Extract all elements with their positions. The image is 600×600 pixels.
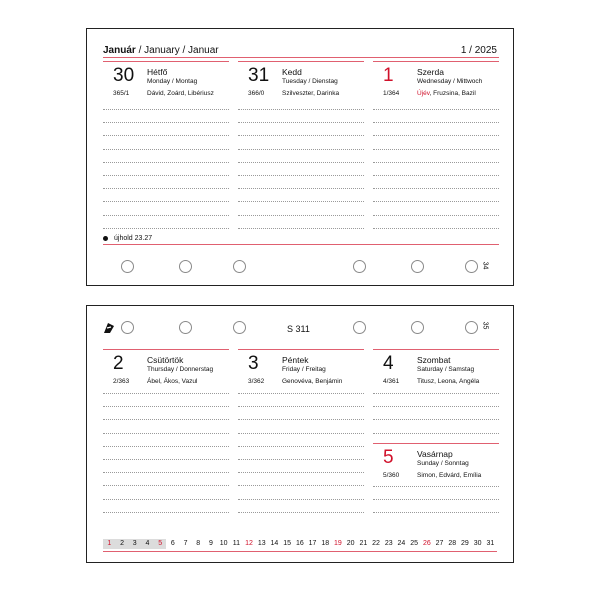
writing-line [238,406,364,407]
name-days: Újév, Fruzsina, Bazil [417,90,476,97]
writing-line [238,201,364,202]
punch-hole [233,321,246,334]
strip-day: 21 [359,540,368,547]
writing-line [373,486,499,487]
writing-line [238,485,364,486]
writing-line [373,135,499,136]
strip-day: 27 [435,540,444,547]
writing-line [238,459,364,460]
name-days: Szilveszter, Darinka [282,90,340,97]
strip-day: 8 [196,540,201,547]
strip-day: 24 [397,540,406,547]
writing-line [373,419,499,420]
strip-day: 30 [473,540,482,547]
week-number: 1 / 2025 [460,45,497,56]
day-name-translations: Sunday / Sonntag [417,460,469,467]
day-number: 30 [113,65,135,86]
day-name: Kedd [282,67,302,77]
day-number: 1 [383,65,394,86]
day-of-year: 2/363 [113,378,130,385]
writing-line [373,175,499,176]
strip-day: 16 [295,540,304,547]
writing-line [238,149,364,150]
month-day-strip [103,539,497,549]
day-block-monday [103,61,229,97]
writing-line [373,393,499,394]
product-code: S 311 [287,324,310,334]
writing-line [373,109,499,110]
name-days: Ábel, Ákos, Vazul [147,378,198,385]
writing-line [103,512,229,513]
brand-logo-icon [103,322,115,334]
writing-line [238,122,364,123]
writing-line [238,472,364,473]
strip-day: 13 [257,540,266,547]
strip-day: 7 [183,540,188,547]
writing-line [103,406,229,407]
strip-day: 19 [334,540,342,547]
day-block-thursday [103,349,229,385]
day-block-sunday [373,443,499,479]
writing-line [103,215,229,216]
day-block-wednesday [373,61,499,97]
day-block-saturday [373,349,499,385]
writing-line [238,188,364,189]
writing-line [103,499,229,500]
day-name-translations: Wednesday / Mittwoch [417,78,483,85]
writing-line [238,135,364,136]
strip-day: 25 [410,540,419,547]
strip-day: 6 [170,540,175,547]
writing-line [238,433,364,434]
writing-line [238,215,364,216]
strip-day: 5 [154,539,167,549]
day-name: Péntek [282,355,309,365]
page-number: 34 [481,261,489,270]
day-number: 31 [248,65,270,86]
strip-day: 22 [372,540,380,547]
day-of-year: 366/0 [248,90,265,97]
strip-day: 4 [141,539,154,549]
writing-line [103,393,229,394]
writing-line [373,162,499,163]
writing-line [238,109,364,110]
day-name: Szerda [417,67,444,77]
writing-line [103,135,229,136]
strip-day: 31 [486,540,495,547]
writing-line [238,499,364,500]
strip-day: 17 [308,540,317,547]
writing-line [103,446,229,447]
day-name-translations: Friday / Freitag [282,366,326,373]
day-of-year: 365/1 [113,90,130,97]
writing-line [103,433,229,434]
name-days: Dávid, Zoárd, Libériusz [147,90,214,97]
writing-line [103,459,229,460]
punch-hole [121,321,134,334]
day-name-translations: Saturday / Samstag [417,366,475,373]
writing-line [238,162,364,163]
writing-line [238,175,364,176]
writing-line [103,188,229,189]
punch-hole [179,260,192,273]
writing-line [238,393,364,394]
writing-line [103,109,229,110]
day-name-translations: Thursday / Donnerstag [147,366,214,373]
name-days: Simon, Edvárd, Emília [417,472,482,479]
punch-hole [465,260,478,273]
writing-line [103,122,229,123]
diary-page-bottom [86,305,514,563]
day-name-translations: Tuesday / Dienstag [282,78,338,85]
name-days: Titusz, Leona, Angéla [417,378,480,385]
punch-hole [411,260,424,273]
writing-line [238,228,364,229]
writing-line [373,499,499,500]
day-name: Szombat [417,355,451,365]
holiday-label: Újév [417,90,430,97]
writing-line [103,149,229,150]
strip-day: 3 [128,539,141,549]
strip-day: 1 [103,539,116,549]
writing-line [238,446,364,447]
writing-line [103,228,229,229]
punch-hole [233,260,246,273]
writing-line [103,485,229,486]
day-of-year: 3/362 [248,378,265,385]
writing-line [103,175,229,176]
strip-day: 20 [346,540,355,547]
page-number: 35 [481,321,489,330]
strip-day: 23 [384,540,393,547]
day-name: Hétfő [147,67,168,77]
header-rule [103,57,499,58]
day-name-translations: Monday / Montag [147,78,198,85]
day-number: 5 [383,447,394,468]
strip-rule [103,551,497,552]
day-number: 4 [383,353,394,374]
moon-phase-note: újhold 23.27 [103,235,152,242]
writing-line [373,512,499,513]
punch-hole [353,321,366,334]
strip-day: 28 [448,540,457,547]
writing-line [373,406,499,407]
writing-line [373,433,499,434]
strip-day: 12 [245,540,253,547]
month-title: Január / January / Januar [103,45,219,56]
writing-line [103,162,229,163]
strip-day: 15 [283,540,292,547]
strip-day: 18 [321,540,330,547]
day-of-year: 4/361 [383,378,400,385]
strip-day: 2 [116,539,129,549]
writing-line [373,122,499,123]
writing-line [238,512,364,513]
writing-line [373,188,499,189]
day-number: 3 [248,353,259,374]
day-name: Vasárnap [417,449,453,459]
name-days: Genovéva, Benjámin [282,378,343,385]
day-block-friday [238,349,364,385]
writing-line [373,149,499,150]
strip-day: 29 [461,540,469,547]
writing-line [373,215,499,216]
footer-rule [103,244,499,245]
punch-hole [121,260,134,273]
day-block-tuesday [238,61,364,97]
strip-day: 11 [232,540,240,547]
day-number: 2 [113,353,124,374]
punch-hole [179,321,192,334]
strip-day: 9 [208,540,213,547]
writing-line [103,201,229,202]
strip-day: 14 [270,540,279,547]
new-moon-icon [103,236,108,241]
punch-hole [465,321,478,334]
writing-line [238,419,364,420]
punch-hole [411,321,424,334]
day-name: Csütörtök [147,355,184,365]
writing-line [373,201,499,202]
writing-line [373,228,499,229]
day-of-year: 1/364 [383,90,400,97]
strip-day: 26 [422,540,431,547]
writing-line [103,419,229,420]
writing-line [103,472,229,473]
strip-day: 10 [219,540,228,547]
day-of-year: 5/360 [383,472,400,479]
punch-hole [353,260,366,273]
diary-page-top [86,28,514,286]
